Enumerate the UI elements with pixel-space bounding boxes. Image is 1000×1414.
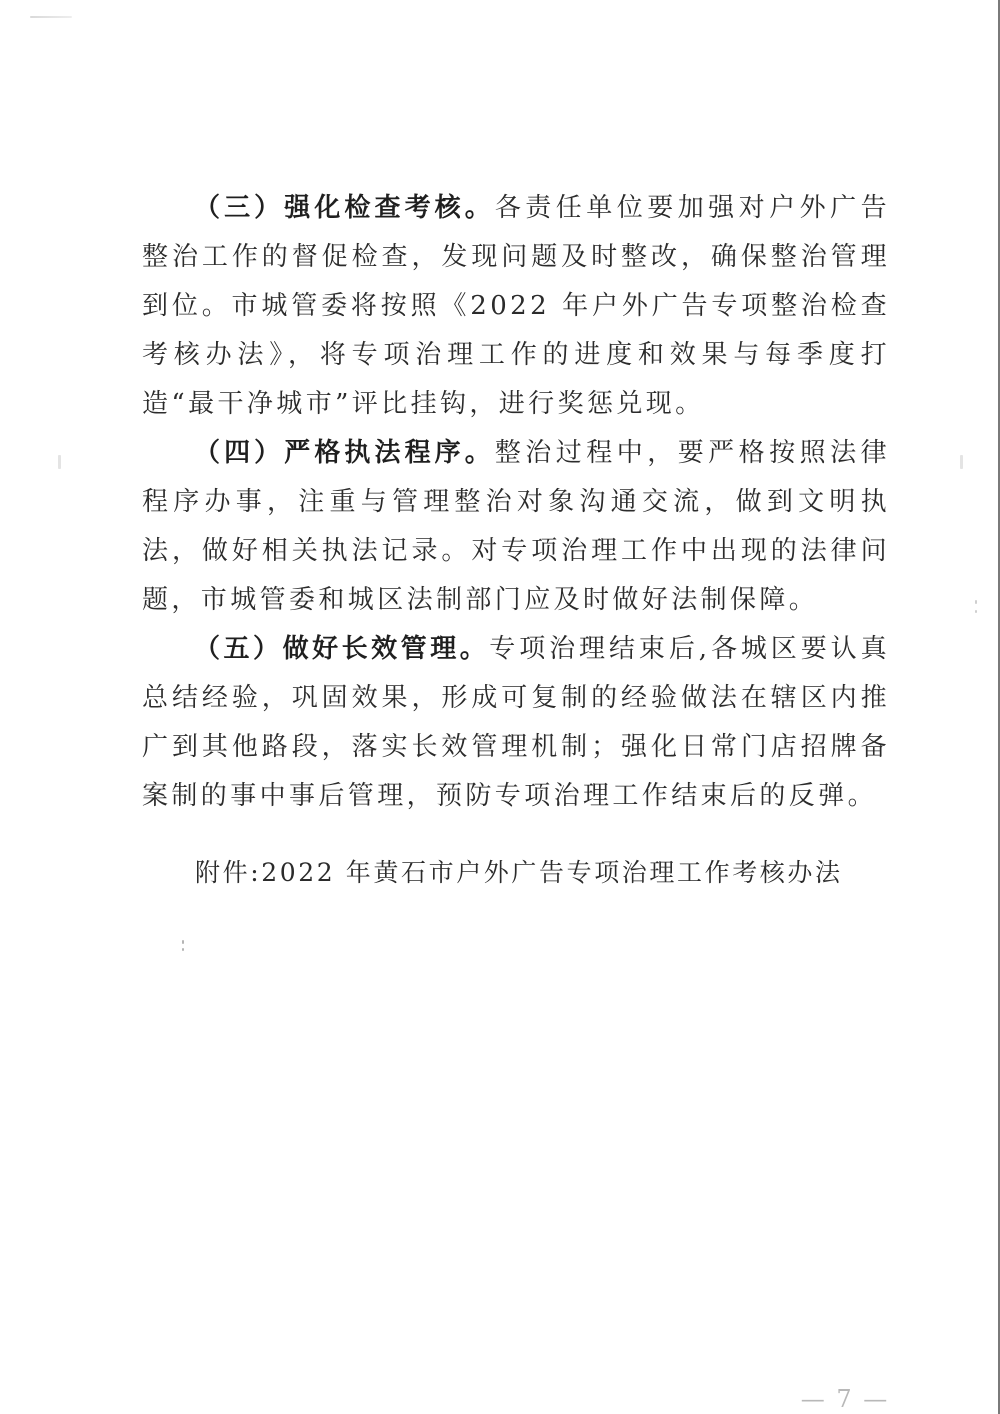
section-heading-3: （三）强化检查考核。 bbox=[194, 193, 495, 223]
page-number: — 7 — bbox=[800, 1385, 890, 1413]
scan-speck bbox=[58, 455, 61, 469]
paragraph-text: 整治过程中，要严格按照法律程序办事，注重与管理整治对象沟通交流，做到文明执法，做好相关执法记录。对专项治理工作中出现的法律问题，市城管委和城区法制部门应及时做好法制保障。 bbox=[142, 438, 890, 615]
scan-speck bbox=[182, 948, 184, 951]
attachment-note: 附件:2022 年黄石市户外广告专项治理工作考核办法 bbox=[195, 858, 843, 887]
section-heading-5: （五）做好长效管理。 bbox=[194, 634, 490, 664]
paragraph-inspection bbox=[142, 184, 890, 429]
paragraph-enforcement bbox=[142, 429, 890, 625]
paragraph-long-term bbox=[142, 625, 890, 821]
paragraph-text: 各责任单位要加强对户外广告整治工作的督促检查，发现问题及时整改，确保整治管理到位。市城管委将按照《2022 年户外广告专项整治检查考核办法》，将专项治理工作的进度和效果与每季度打造“最干净城市”评比挂钩，进行奖惩兑现。 bbox=[142, 193, 890, 419]
section-heading-4: （四）严格执法程序。 bbox=[194, 438, 495, 468]
document-body bbox=[142, 184, 890, 821]
scan-speck bbox=[975, 610, 977, 613]
scan-speck bbox=[960, 455, 963, 469]
scan-speck bbox=[182, 940, 184, 944]
scan-speck bbox=[975, 600, 977, 604]
paragraph-text: 专项治理结束后,各城区要认真总结经验，巩固效果，形成可复制的经验做法在辖区内推广到其他路段，落实长效管理机制；强化日常门店招牌备案制的事中事后管理，预防专项治理工作结束后的反弹。 bbox=[142, 634, 890, 811]
scan-artifact bbox=[30, 16, 72, 18]
